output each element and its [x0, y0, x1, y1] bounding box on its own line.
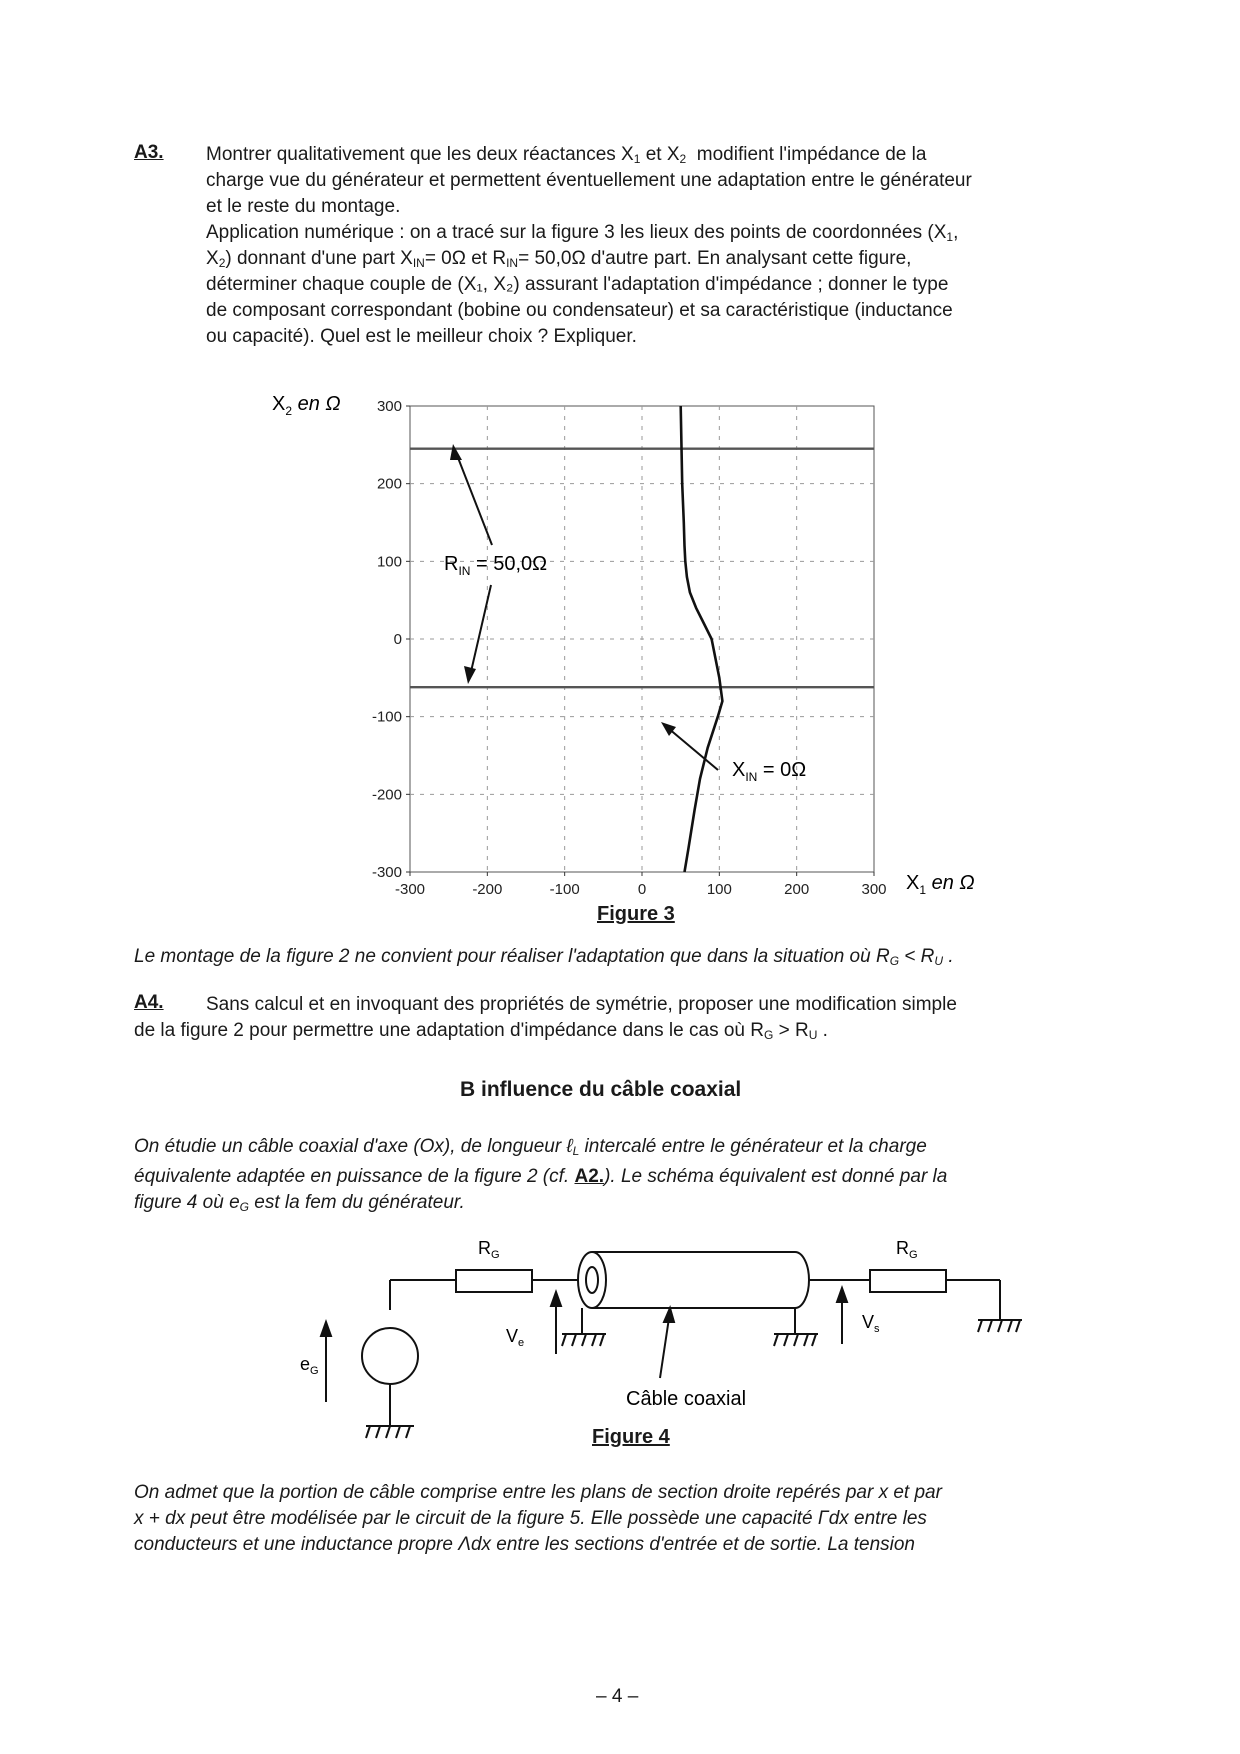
a3-line8: ou capacité). Quel est le meilleur choix ? Expliquer.: [206, 326, 637, 347]
y-tick-label: -200: [371, 786, 402, 804]
y-tick-label: 300: [376, 398, 402, 415]
resistor-rg-left: [456, 1270, 532, 1292]
ground-generator: [366, 1426, 414, 1438]
label-rg-right: $R_G$: [896, 1238, 918, 1261]
y-tick-label: -100: [371, 708, 402, 726]
a3-line3: et le reste du montage.: [206, 196, 401, 217]
label-rg-left: $R_G$: [478, 1238, 500, 1261]
final-line2: x + dx peut être modélisée par le circuit de la figure 5. Elle possède une capacité Γdx entre les: [134, 1508, 927, 1529]
cable-core-left: [586, 1267, 598, 1293]
x-tick-label: -100: [549, 881, 580, 898]
a3-line5: $X_2$) donnant d'une part $X_{IN}= 0\Omega$ et $R_{IN}= 50,0\Omega$ d'autre part. En analysant cette figure,: [206, 248, 912, 270]
rin-arrow-down: [470, 585, 491, 676]
label-eg: $e_G$: [300, 1354, 319, 1377]
label-vs: $V_s$: [862, 1312, 880, 1335]
cable-end-left: [578, 1252, 606, 1308]
a3-line4: Application numérique : on a tracé sur la figure 3 les lieux des points de coordonnées ($X_1$,: [206, 222, 959, 244]
x-ticks: [395, 872, 887, 898]
ground-cable-right: [774, 1334, 818, 1346]
figure3-caption: Figure 3: [597, 903, 675, 925]
section-b-title: B influence du câble coaxial: [460, 1078, 742, 1101]
y-tick-label: 0: [393, 631, 402, 648]
a3-line2: charge vue du générateur et permettent éventuellement une adaptation entre le générateur: [206, 170, 972, 191]
a3-line6: déterminer chaque couple de (X₁, X₂) assurant l'adaptation d'impédance ; donner le type: [206, 274, 949, 295]
a4-line2: de la figure 2 pour permettre une adaptation d'impédance dans le cas où $R_G > R_U$ .: [134, 1020, 828, 1042]
a4-line1: Sans calcul et en invoquant des propriétés de symétrie, proposer une modification simple: [206, 994, 957, 1015]
x-tick-label: -300: [394, 881, 426, 898]
y-tick-label: 200: [376, 475, 402, 493]
a3-line7: de composant correspondant (bobine ou condensateur) et sa caractéristique (inductance: [206, 300, 953, 321]
ground-load: [978, 1320, 1022, 1332]
label-ve: $V_e$: [506, 1326, 525, 1349]
grid: [410, 406, 874, 872]
rin-arrowhead-down: [464, 666, 476, 684]
x-tick-label: 100: [706, 881, 732, 898]
eg-arrowhead: [321, 1322, 331, 1336]
rin-arrow-up: [455, 450, 492, 545]
ref-a2: A2.: [574, 1166, 605, 1187]
rin-annotation: $R_{IN} = 50,0\Omega$: [444, 553, 548, 578]
resistor-rg-right: [870, 1270, 946, 1292]
cable-end-right: [795, 1252, 809, 1308]
x-tick-label: 200: [784, 881, 810, 898]
x-tick-label: -200: [472, 881, 503, 898]
b-intro-line2: équivalente adaptée en puissance de la figure 2 (cf. A2.). Le schéma équivalent est donné par la: [134, 1166, 948, 1187]
question-label-a3: A3.: [134, 142, 164, 163]
figure4-circuit: [0, 1220, 1240, 1450]
b-intro-line3: figure 4 où $e_G$ est la fem du générateur.: [134, 1192, 465, 1214]
vs-arrowhead: [837, 1288, 847, 1302]
label-cable: Câble coaxial: [626, 1388, 747, 1410]
page-number: – 4 –: [596, 1686, 639, 1707]
note-figure2: Le montage de la figure 2 ne convient pour réaliser l'adaptation que dans la situation où $R_G < R_U$ .: [134, 946, 954, 968]
x-tick-label: 0: [637, 881, 647, 898]
final-line3: conducteurs et une inductance propre Λdx entre les sections d'entrée et de sortie. La tension: [134, 1534, 916, 1555]
y-tick-label: -300: [371, 864, 402, 881]
generator-symbol: [362, 1328, 418, 1384]
cable-pointer-arrow: [660, 1318, 669, 1378]
figure4-caption: Figure 4: [592, 1426, 670, 1448]
y-ticks: [372, 398, 410, 881]
x-tick-label: 300: [861, 881, 887, 898]
xin-annotation: $X_{IN} = 0\Omega$: [732, 759, 807, 784]
question-label-a4: A4.: [134, 992, 164, 1013]
x-axis-label: $X_1$ en Ω: [906, 872, 975, 897]
y-tick-label: 100: [376, 553, 402, 571]
rin-arrowhead-up: [450, 444, 462, 460]
xin-arrow: [668, 728, 718, 770]
b-intro-line1: On étudie un câble coaxial d'axe (Ox), de longueur ℓ$_L$ intercalé entre le générateur et la charge: [134, 1136, 927, 1158]
final-line1: On admet que la portion de câble comprise entre les plans de section droite repérés par x et par: [134, 1482, 942, 1503]
y-axis-label: $X_2$ en Ω: [272, 393, 341, 418]
cable-pointer-arrowhead: [664, 1308, 674, 1322]
figure3-chart: [0, 380, 1240, 940]
ground-cable-left: [562, 1334, 606, 1346]
a3-line1: Montrer qualitativement que les deux réactances $X_1$ et $X_2$ modifient l'impédance de la: [206, 144, 927, 166]
ve-arrowhead: [551, 1292, 561, 1306]
